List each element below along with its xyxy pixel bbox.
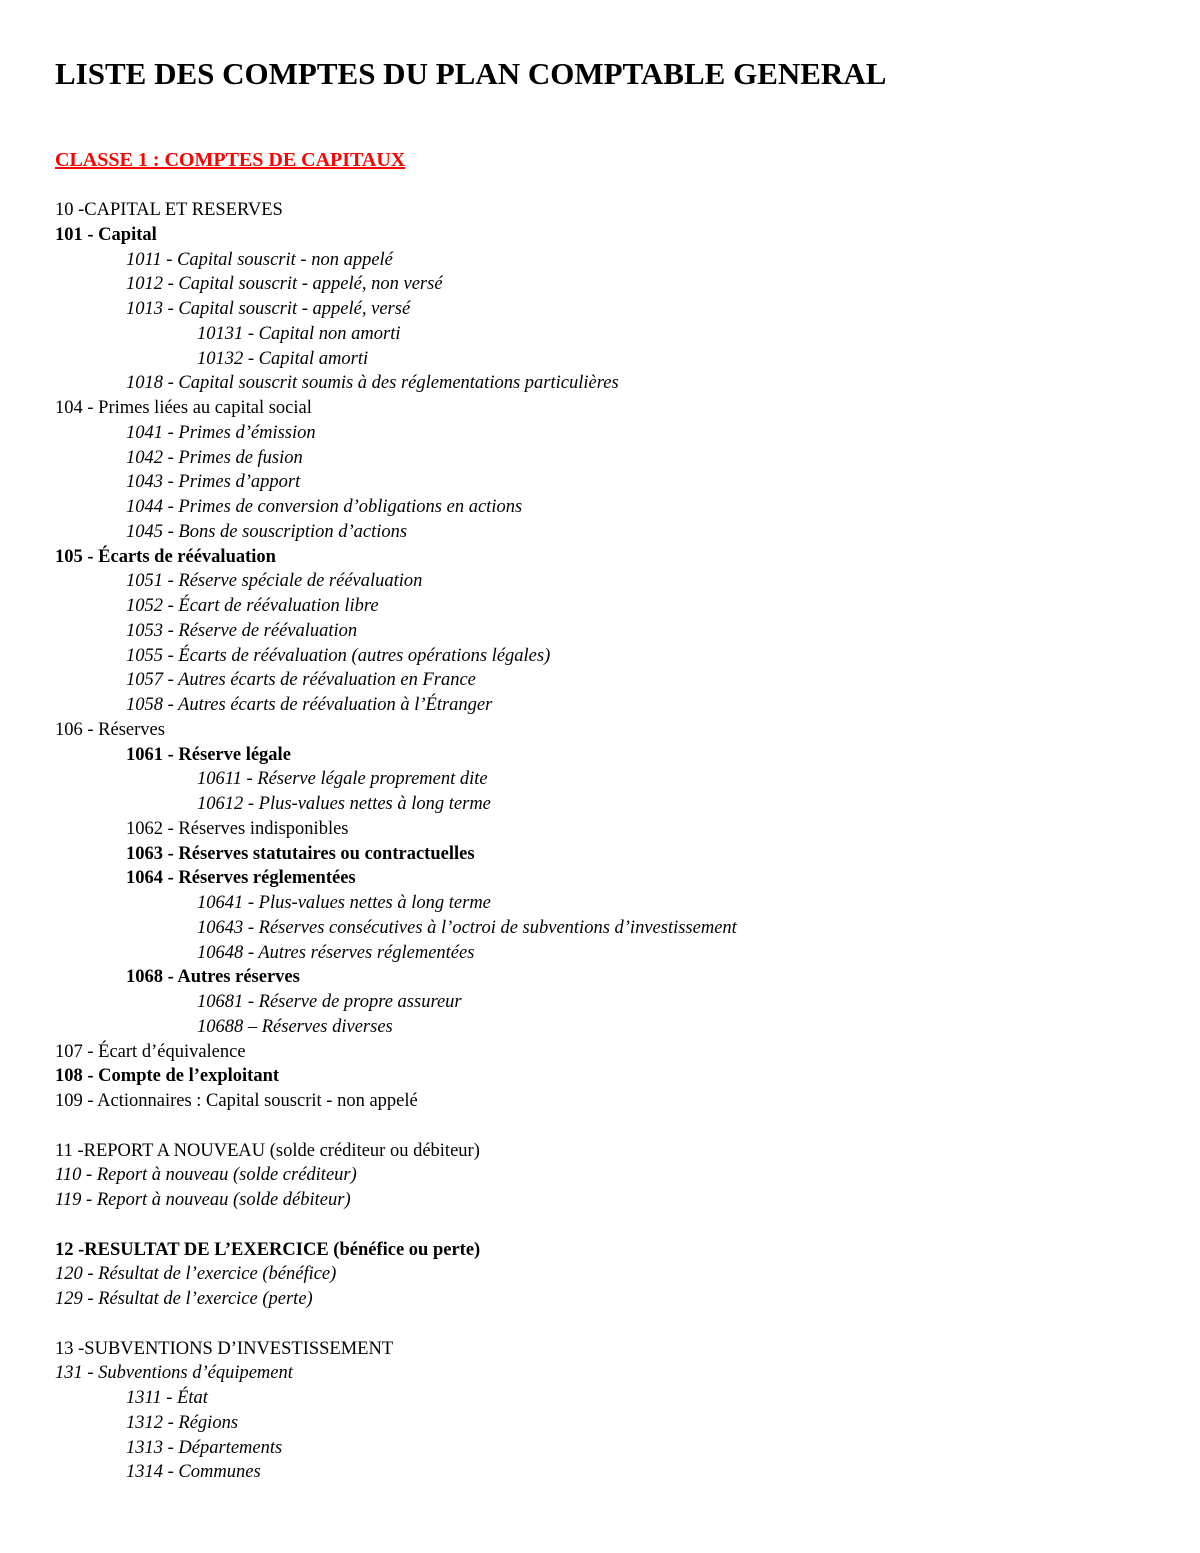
account-separator: - — [243, 917, 259, 938]
account-code: 12 — [55, 1239, 74, 1260]
account-separator: - — [73, 200, 85, 220]
account-separator: - — [81, 1190, 97, 1210]
account-label: Réserves statutaires ou contractuelles — [178, 843, 475, 864]
account-label: Capital souscrit - appelé, non versé — [178, 274, 443, 295]
account-entry — [126, 965, 300, 989]
account-code: 11 — [55, 1140, 73, 1161]
account-label: SUBVENTIONS D’INVESTISSEMENT — [84, 1338, 394, 1359]
account-entry — [55, 1337, 393, 1361]
account-label: Réserves réglementées — [178, 868, 356, 889]
account-label: Primes de conversion d’obligations en actions — [178, 497, 523, 517]
account-label: Capital non amorti — [258, 323, 401, 344]
account-entry — [55, 1361, 293, 1385]
account-label: Capital — [98, 224, 157, 245]
account-separator: - — [73, 1338, 85, 1359]
account-label: REPORT A NOUVEAU (solde créditeur ou débiteur) — [83, 1140, 480, 1161]
account-label: Primes d’apport — [178, 472, 301, 493]
account-separator: - — [82, 546, 99, 567]
account-label: Régions — [178, 1412, 239, 1433]
account-code: 10681 — [197, 992, 244, 1012]
account-entry — [126, 446, 303, 470]
account-separator: - — [163, 422, 179, 443]
account-separator: - — [243, 794, 259, 814]
account-entry — [197, 891, 491, 915]
account-label: Capital souscrit soumis à des réglementations particulières — [178, 373, 619, 394]
account-separator: - — [82, 1289, 99, 1309]
account-code: 1312 — [126, 1412, 163, 1433]
account-label: Réserve spéciale de réévaluation — [178, 571, 423, 592]
account-label: RESULTAT DE L’EXERCICE (bénéfice ou perte) — [84, 1239, 481, 1260]
class-heading: CLASSE 1 : COMPTES DE CAPITAUX — [55, 149, 406, 171]
account-entry — [126, 248, 393, 272]
account-label: CAPITAL ET RESERVES — [84, 200, 283, 220]
account-separator: - — [82, 1363, 99, 1384]
account-separator: - — [163, 967, 178, 988]
account-entry — [126, 743, 291, 767]
account-entry — [126, 495, 522, 519]
account-code: 1057 — [126, 670, 163, 691]
account-entry — [126, 594, 379, 618]
account-code: 105 — [55, 546, 83, 567]
account-separator: - — [243, 992, 259, 1012]
account-label: Subventions d’équipement — [98, 1363, 293, 1384]
account-code: 10688 — [197, 1016, 244, 1037]
account-label: Communes — [178, 1462, 261, 1483]
account-entry — [197, 916, 737, 940]
account-code: 1068 — [126, 967, 163, 988]
account-entry — [126, 866, 356, 890]
account-code: 1043 — [126, 472, 163, 493]
account-separator: - — [163, 695, 179, 715]
account-entry — [55, 545, 276, 569]
account-code: 106 — [55, 719, 83, 740]
account-code: 10131 — [197, 323, 244, 344]
account-entry — [55, 1262, 336, 1286]
account-entry — [126, 1436, 282, 1460]
account-label: Autres écarts de réévaluation en France — [178, 670, 476, 691]
account-code: 1042 — [126, 447, 163, 468]
account-label: Résultat de l’exercice (perte) — [98, 1289, 313, 1309]
account-entry — [126, 569, 422, 593]
account-entry — [126, 371, 619, 395]
account-code: 109 — [55, 1091, 83, 1111]
account-entry — [197, 347, 368, 371]
account-entry — [126, 1460, 261, 1484]
account-label: Réserve légale — [178, 744, 291, 765]
account-separator: - — [163, 1412, 179, 1433]
account-entry — [126, 520, 407, 544]
account-code: 10643 — [197, 917, 244, 938]
account-separator: - — [163, 571, 179, 592]
account-separator: - — [243, 323, 259, 344]
account-code: 10641 — [197, 893, 244, 913]
account-separator: - — [161, 1388, 178, 1408]
account-code: 1061 — [126, 744, 163, 765]
account-code: 10612 — [197, 794, 244, 814]
account-entry — [55, 1188, 351, 1212]
account-code: 1062 — [126, 818, 163, 839]
account-entry — [126, 668, 476, 692]
account-code: 120 — [55, 1264, 83, 1285]
account-code: 13 — [55, 1338, 74, 1359]
account-label: Autres réserves — [177, 967, 300, 988]
account-entry — [55, 1238, 480, 1262]
account-entry — [126, 272, 443, 296]
account-entry — [126, 619, 357, 643]
account-label: Réserves diverses — [261, 1016, 393, 1037]
account-entry — [55, 1040, 246, 1064]
account-code: 129 — [55, 1289, 83, 1309]
account-separator: - — [163, 497, 179, 517]
account-label: Compte de l’exploitant — [98, 1066, 280, 1087]
account-separator: - — [243, 893, 259, 913]
account-entry — [126, 693, 492, 717]
account-separator: - — [163, 373, 179, 394]
account-code: 1058 — [126, 695, 163, 715]
account-entry — [126, 644, 550, 668]
account-code: 1053 — [126, 620, 163, 641]
account-separator: - — [243, 348, 259, 369]
account-label: Report à nouveau (solde créditeur) — [96, 1165, 357, 1186]
account-label: Primes de fusion — [178, 447, 303, 468]
account-entry — [55, 1287, 313, 1311]
account-entry — [55, 718, 165, 742]
account-code: 119 — [55, 1190, 82, 1210]
account-label: Réserves indisponibles — [178, 818, 349, 839]
account-separator: - — [82, 1041, 99, 1062]
account-code: 1013 — [126, 299, 163, 319]
account-separator: - — [163, 818, 179, 839]
account-entry — [197, 1015, 393, 1039]
account-separator: - — [82, 1091, 98, 1111]
account-entry — [197, 941, 474, 965]
account-code: 10611 — [197, 769, 242, 790]
account-label: Capital amorti — [258, 348, 369, 369]
account-label: Réserve de réévaluation — [178, 620, 358, 641]
account-label: Capital souscrit - non appelé — [177, 249, 393, 270]
account-label: Réserves consécutives à l’octroi de subventions d’investissement — [258, 917, 737, 938]
account-label: Réserves — [98, 719, 165, 740]
account-separator: - — [163, 274, 179, 295]
account-entry — [126, 842, 475, 866]
account-code: 10 — [55, 200, 74, 220]
account-label: Écart de réévaluation libre — [178, 596, 379, 616]
account-code: 10648 — [197, 942, 244, 963]
account-entry — [126, 817, 349, 841]
account-label: Actionnaires : Capital souscrit - non appelé — [97, 1091, 418, 1111]
account-separator: - — [163, 670, 179, 691]
account-separator: - — [163, 299, 179, 319]
account-code: 1011 — [126, 249, 162, 270]
account-entry — [197, 322, 401, 346]
account-label: Report à nouveau (solde débiteur) — [96, 1190, 351, 1210]
account-separator: - — [163, 744, 179, 765]
account-separator: - — [161, 249, 178, 270]
account-separator: - — [82, 719, 99, 740]
account-separator: - — [82, 1066, 99, 1087]
account-separator: - — [163, 1437, 179, 1458]
account-code: 1012 — [126, 274, 163, 295]
account-code: 1055 — [126, 645, 163, 666]
account-separator: - — [82, 1264, 99, 1285]
account-code: 1045 — [126, 521, 163, 542]
account-code: 110 — [55, 1165, 82, 1186]
account-code: 104 — [55, 398, 83, 418]
account-code: 1052 — [126, 596, 163, 616]
account-label: Autres écarts de réévaluation à l’Étranger — [178, 695, 493, 715]
account-label: Écarts de réévaluation (autres opérations légales) — [178, 645, 551, 666]
account-label: Réserve de propre assureur — [258, 992, 462, 1012]
account-label: Plus-values nettes à long terme — [258, 794, 491, 814]
account-label: Autres réserves réglementées — [258, 942, 475, 963]
account-separator: - — [163, 521, 179, 542]
account-entry — [126, 1386, 208, 1410]
account-code: 1063 — [126, 843, 163, 864]
account-entry — [55, 1139, 480, 1163]
account-separator: - — [82, 398, 99, 418]
account-entry — [126, 297, 410, 321]
account-entry — [55, 223, 157, 247]
account-entry — [55, 1163, 357, 1187]
account-separator: - — [163, 868, 179, 889]
account-entry — [55, 396, 312, 420]
account-code: 1313 — [126, 1437, 163, 1458]
account-code: 1044 — [126, 497, 163, 517]
account-code: 1314 — [126, 1462, 163, 1483]
account-entry — [197, 990, 462, 1014]
account-separator: - — [72, 1140, 84, 1161]
account-label: Capital souscrit - appelé, versé — [178, 299, 411, 319]
account-label: Primes liées au capital social — [98, 398, 312, 418]
account-label: Résultat de l’exercice (bénéfice) — [98, 1264, 337, 1285]
account-separator: - — [243, 942, 259, 963]
account-entry — [126, 470, 300, 494]
account-code: 1064 — [126, 868, 163, 889]
account-label: Départements — [178, 1437, 283, 1458]
account-label: Écarts de réévaluation — [98, 546, 276, 567]
document-title: LISTE DES COMPTES DU PLAN COMPTABLE GENERAL — [55, 56, 887, 91]
account-code: 1018 — [126, 373, 163, 394]
account-separator: - — [163, 472, 179, 493]
account-label: Plus-values nettes à long terme — [258, 893, 491, 913]
account-entry — [126, 1411, 238, 1435]
account-code: 107 — [55, 1041, 83, 1062]
account-separator: - — [163, 645, 179, 666]
account-separator: - — [82, 224, 99, 245]
account-label: Écart d’équivalence — [98, 1041, 246, 1062]
account-separator: - — [163, 620, 179, 641]
account-code: 1051 — [126, 571, 163, 592]
account-label: État — [177, 1388, 208, 1408]
account-code: 1041 — [126, 422, 163, 443]
account-separator: - — [163, 447, 179, 468]
account-separator: - — [241, 769, 258, 790]
account-entry — [55, 1064, 279, 1088]
account-code: 108 — [55, 1066, 83, 1087]
account-label: Réserve légale proprement dite — [257, 769, 488, 790]
account-entry — [55, 198, 283, 222]
account-entry — [197, 792, 491, 816]
account-code: 10132 — [197, 348, 244, 369]
account-code: 131 — [55, 1363, 83, 1384]
account-label: Primes d’émission — [178, 422, 316, 443]
account-separator: - — [163, 596, 179, 616]
account-separator: - — [163, 1462, 179, 1483]
account-code: 1311 — [126, 1388, 162, 1408]
account-label: Bons de souscription d’actions — [178, 521, 408, 542]
account-separator: - — [73, 1239, 85, 1260]
account-entry — [55, 1089, 418, 1113]
account-separator: - — [81, 1165, 97, 1186]
account-separator: – — [243, 1016, 262, 1037]
account-separator: - — [163, 843, 179, 864]
account-code: 101 — [55, 224, 83, 245]
account-entry — [126, 421, 316, 445]
account-entry — [197, 767, 488, 791]
